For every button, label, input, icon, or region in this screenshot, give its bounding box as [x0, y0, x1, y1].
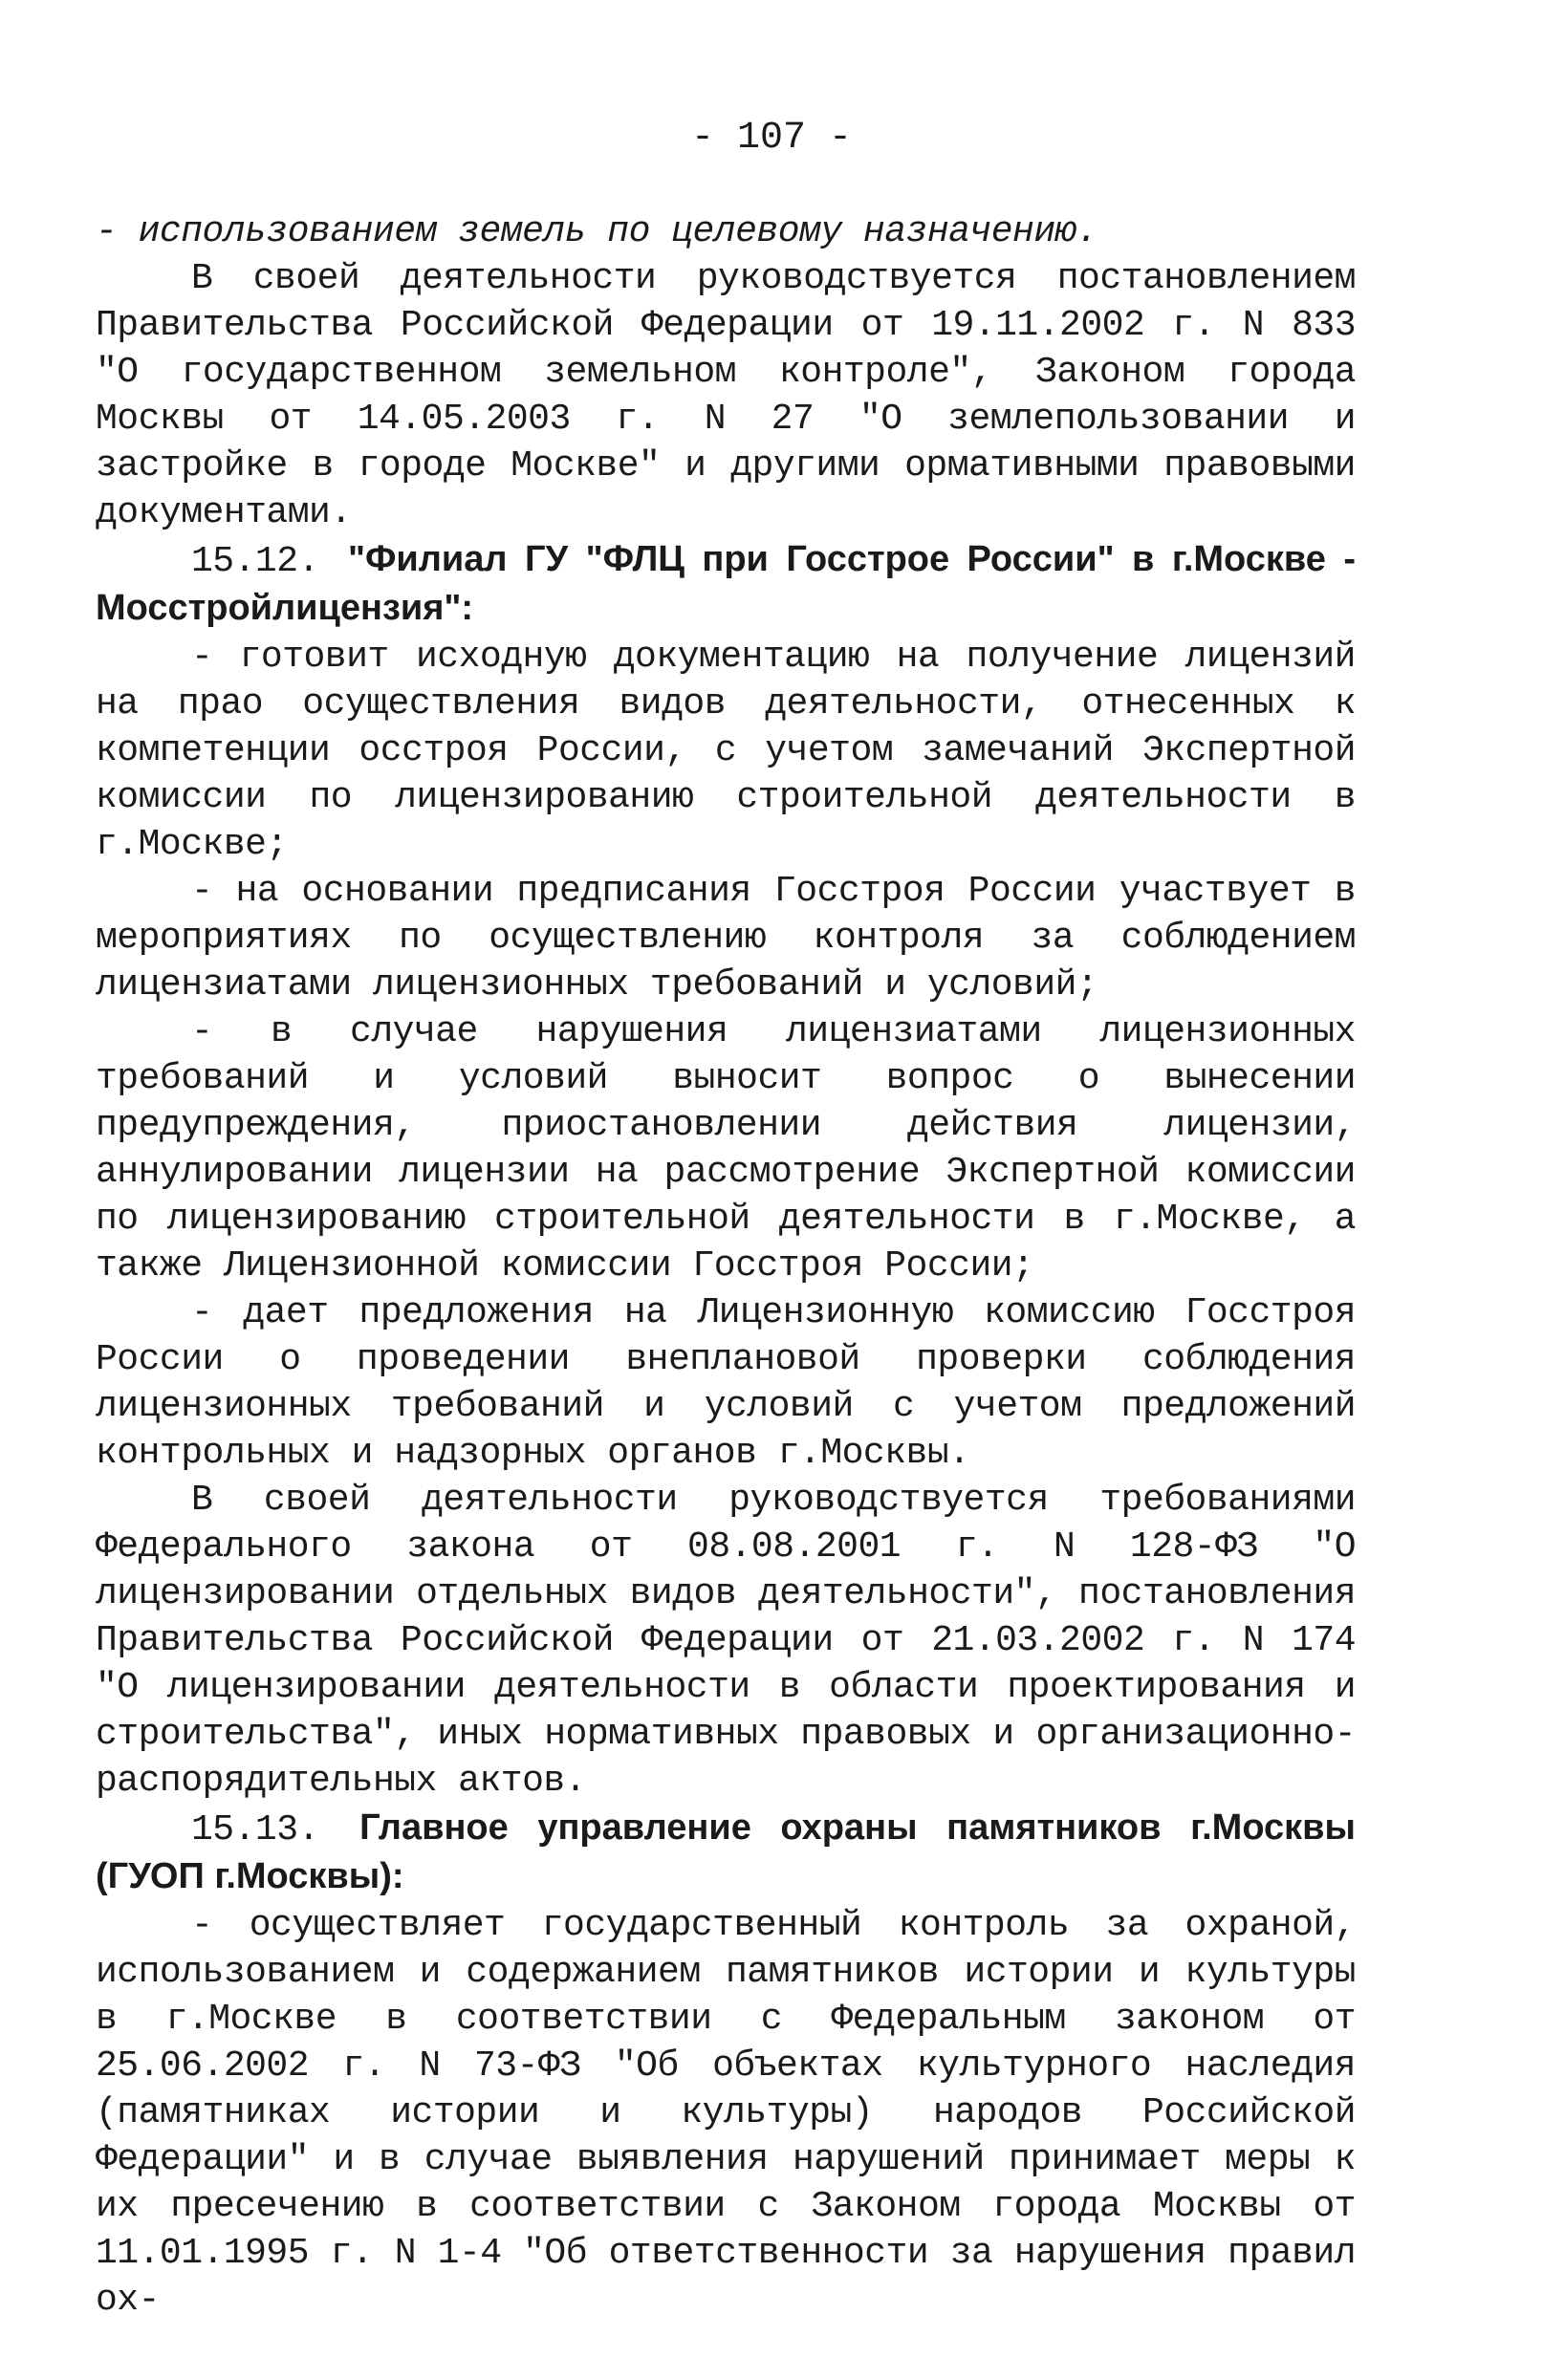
paragraph: - на основании предписания Госстроя России участвует в мероприятиях по осуществлению контроля за соблюдением лицензиатами лицензионных требований и условий;: [96, 871, 1356, 1006]
paragraph: - дает предложения на Лицензионную комиссию Госстроя России о проведении внеплановой проверки соблюдения лицензионных требований и условий с учетом предложений контрольных и надзорных органов г.Москвы.: [96, 1292, 1356, 1474]
section-heading: [96, 1805, 1356, 1902]
paragraph: - в случае нарушения лицензиатами лицензионных требований и условий выносит вопрос о вынесении предупреждения, приостановлении действия лицензии, аннулировании лицензии на рассмотрение Экспертной комиссии по лицензированию строительной деятельности в г.Москве, а также Лицензионной комиссии Госстроя России;: [96, 1011, 1356, 1287]
section-number: 15.12.: [191, 541, 319, 582]
paragraph: В своей деятельности руководствуется постановлением Правительства Российской Федерации от 19.11.2002 г. N 833 "О государственном земельном контроле", Законом города Москвы от 14.05.2003 г. N 27 "О землепользовании и застройке в городе Москве" и другими ормативными правовыми документами.: [96, 258, 1356, 533]
paragraph: - готовит исходную документацию на получение лицензий на прао осуществления видов деятельности, отнесенных к компетенции осстроя России, с учетом замечаний Экспертной комиссии по лицензированию строительной деятельности в г.Москве;: [96, 637, 1356, 865]
page-number: - 107 -: [690, 117, 853, 160]
body-text: [96, 208, 1356, 2324]
section-number: 15.13.: [191, 1809, 319, 1850]
paragraph: - использованием земель по целевому назначению.: [96, 211, 1098, 252]
section-title: "Филиал ГУ "ФЛЦ при Госстрое России" в г.Москве - Мосстройлицензия":: [96, 539, 1356, 628]
paragraph: - осуществляет государственный контроль за охраной, использованием и содержанием памятников истории и культуры в г.Москве в соответствии с Федеральным законом от 25.06.2002 г. N 73-ФЗ "Об объектах культурного наследия (памятниках истории и культуры) народов Российской Федерации" и в случае выявления нарушений принимает меры к их пресечению в соответствии с Законом города Москвы от 11.01.1995 г. N 1-4 "Об ответственности за нарушения правил ох-: [96, 1905, 1356, 2321]
paragraph: В своей деятельности руководствуется требованиями Федерального закона от 08.08.2001 г. N 128-ФЗ "О лицензировании отдельных видов деятельности", постановления Правительства Российской Федерации от 21.03.2002 г. N 174 "О лицензировании деятельности в области проектирования и строительства", иных нормативных правовых и организационно-распорядительных актов.: [96, 1480, 1356, 1802]
section-title: Главное управление охраны памятников г.Москвы (ГУОП г.Москвы):: [96, 1807, 1356, 1896]
section-heading: [96, 536, 1356, 634]
